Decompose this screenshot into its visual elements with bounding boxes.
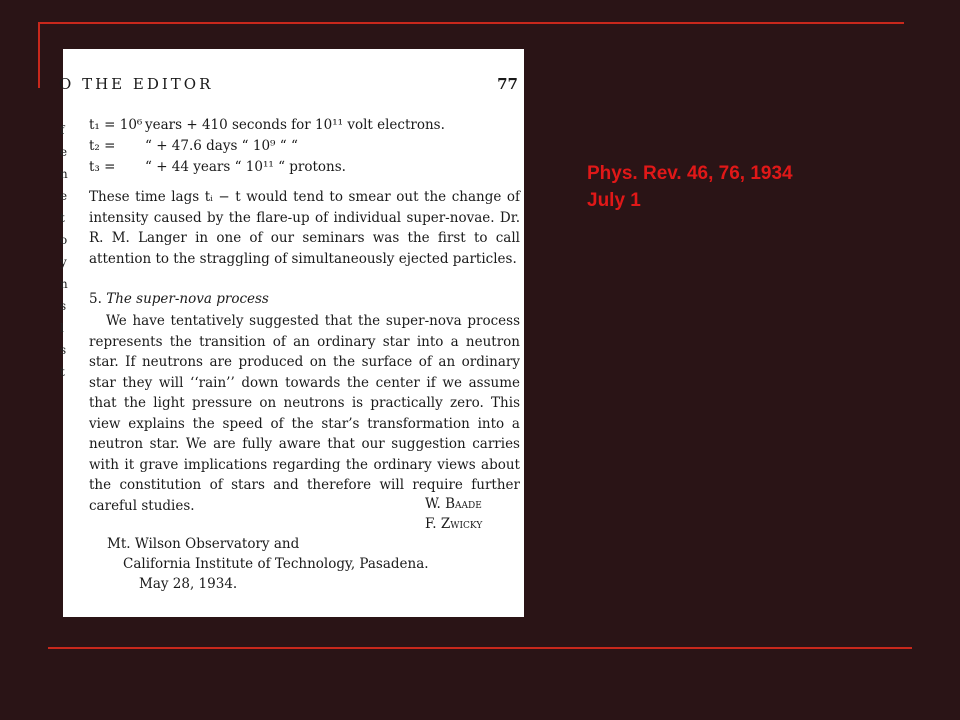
paragraph-text: These time lags tᵢ − t would tend to smear out the change of intensity caused by the flare-up of individual super-novae. Dr. R. M. Langer in one of our seminars was the first to call attention to the straggling of simultaneously ejected particles.: [89, 189, 520, 267]
affiliation-line: California Institute of Technology, Pasadena.: [123, 556, 429, 572]
running-head: O THE EDITOR: [59, 75, 214, 93]
fragment: t: [60, 365, 65, 379]
paragraph-super-nova: [89, 311, 520, 516]
equation-rhs: “ + 44 years “ 10¹¹ “ protons.: [145, 159, 346, 175]
paragraph-time-lags: [89, 187, 520, 269]
fragment: s: [60, 299, 67, 313]
left-edge-fragments: [60, 119, 66, 383]
citation-date: July 1: [587, 190, 641, 211]
section-heading: [89, 289, 520, 310]
equation-rhs: “ + 47.6 days “ 10⁹ “ “: [145, 138, 298, 154]
page-header: [59, 75, 524, 99]
fragment: o: [60, 233, 68, 247]
paragraph-text: We have tentatively suggested that the super-nova process represents the transition of an ordinary star into a neutron star. If neutrons are produced on the surface of an ordinary star they will ‘‘rain’’ down towards the center if we assume that the light pressure on neutrons is practically zero. This view explains the speed of the star’s transformation into a neutron star. We are fully aware that our suggestion carries with it grave implications regarding the ordinary views about the constitution of stars and therefore will require further careful studies.: [89, 313, 520, 514]
equation-lhs: t₃ =: [89, 159, 116, 175]
fragment: y: [60, 255, 67, 269]
affiliation-line: Mt. Wilson Observatory and: [107, 536, 300, 552]
fragment: l: [60, 321, 64, 335]
fragment: e: [60, 189, 68, 203]
fragment: f: [60, 123, 65, 137]
fragment: e: [60, 145, 68, 159]
scanned-page-image: [59, 49, 524, 617]
equation-lhs: t₁ = 10⁶: [89, 117, 143, 133]
fragment: t: [60, 211, 65, 225]
citation-label: [587, 160, 793, 214]
left-rule: [38, 22, 40, 88]
signature-baade: W. Baade: [425, 496, 482, 512]
equation-rhs: years + 410 seconds for 10¹¹ volt electrons.: [145, 117, 445, 133]
fragment: s: [60, 343, 67, 357]
date-line: May 28, 1934.: [139, 576, 238, 592]
page-number: 77: [497, 75, 518, 93]
fragment: n: [60, 167, 68, 181]
fragment: n: [60, 277, 68, 291]
section-title: The super-nova process: [106, 291, 269, 307]
citation-reference: Phys. Rev. 46, 76, 1934: [587, 163, 793, 184]
bottom-rule: [48, 647, 912, 649]
signature-zwicky: F. Zwicky: [425, 516, 483, 532]
equation-lhs: t₂ =: [89, 138, 116, 154]
section-number: 5.: [89, 291, 102, 307]
top-rule: [38, 22, 904, 24]
